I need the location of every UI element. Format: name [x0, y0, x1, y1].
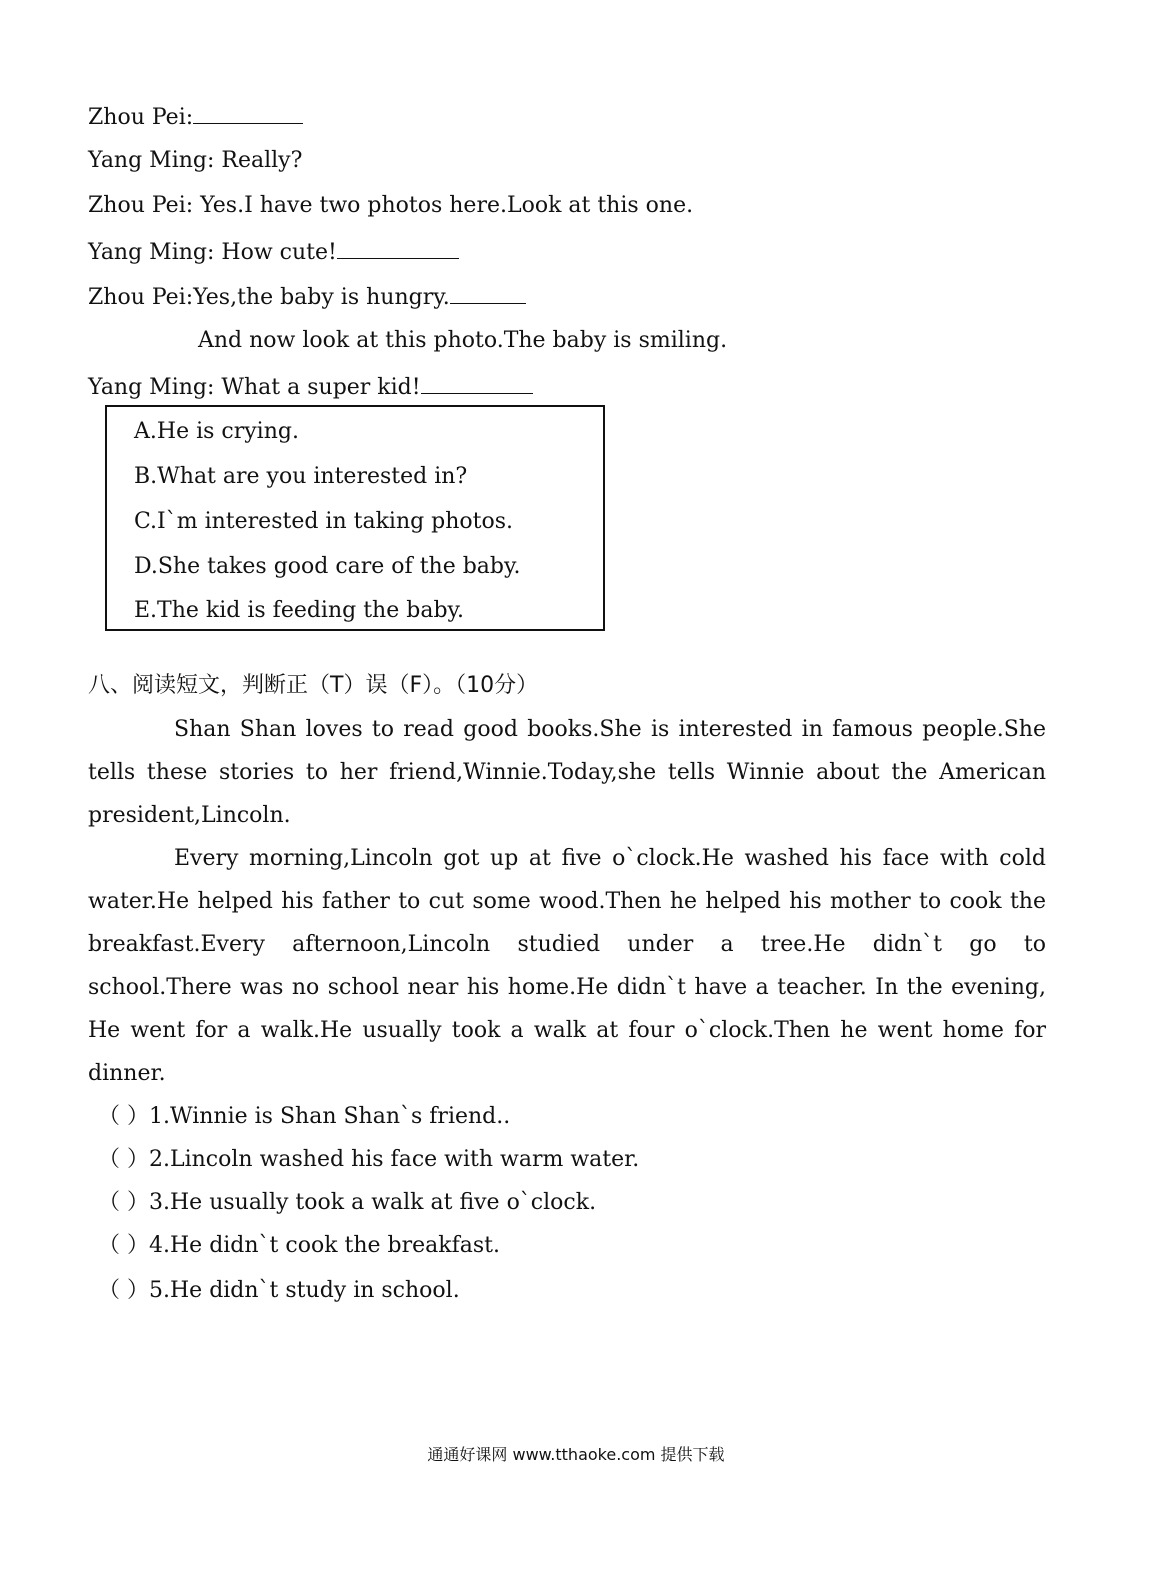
passage-line: president,Lincoln.: [88, 803, 291, 828]
answer-blank[interactable]: [450, 281, 526, 304]
answer-paren[interactable]: （ ）: [98, 1104, 149, 1129]
question-text: 4.He didn`t cook the breakfast.: [149, 1233, 501, 1258]
speaker-label: Zhou Pei:: [88, 105, 194, 130]
dialogue-text: And now look at this photo.The baby is smiling.: [198, 328, 728, 353]
answer-blank[interactable]: [337, 236, 459, 259]
option-e: E.The kid is feeding the baby.: [134, 598, 465, 623]
option-d: D.She takes good care of the baby.: [134, 554, 521, 579]
answer-paren[interactable]: （ ）: [98, 1233, 149, 1258]
option-c: C.I`m interested in taking photos.: [134, 509, 514, 534]
passage-line: dinner.: [88, 1061, 166, 1086]
dialogue-text: How cute!: [214, 240, 337, 265]
question-5: [98, 1276, 460, 1306]
dialogue-text: Really?: [214, 148, 303, 173]
question-text: 1.Winnie is Shan Shan`s friend..: [149, 1104, 511, 1129]
passage-line: water.He helped his father to cut some wood.Then he helped his mother to cook the: [88, 889, 1046, 914]
option-a: A.He is crying.: [134, 419, 299, 444]
question-text: 5.He didn`t study in school.: [149, 1278, 460, 1303]
speaker-label: Yang Ming:: [88, 240, 215, 265]
question-4: [98, 1231, 500, 1261]
answer-paren[interactable]: （ ）: [98, 1190, 149, 1215]
question-text: 2.Lincoln washed his face with warm water.: [149, 1147, 640, 1172]
passage-line: breakfast.Every afternoon,Lincoln studied under a tree.He didn`t go to: [88, 932, 1046, 957]
speaker-label: Zhou Pei:: [88, 193, 194, 218]
answer-blank[interactable]: [193, 101, 303, 124]
passage-line: tells these stories to her friend,Winnie.Today,she tells Winnie about the American: [88, 760, 1046, 785]
dialogue-text: Yes,the baby is hungry.: [193, 285, 450, 310]
passage-line: school.There was no school near his home.He didn`t have a teacher. In the evening,: [88, 975, 1046, 1000]
dialogue-line-7: [88, 371, 533, 403]
passage-line: He went for a walk.He usually took a walk at four o`clock.Then he went home for: [88, 1018, 1046, 1043]
footer-credit: 通通好课网 www.tthaoke.com 提供下载: [427, 1445, 725, 1464]
dialogue-text: What a super kid!: [214, 375, 421, 400]
option-b: B.What are you interested in?: [134, 464, 468, 489]
dialogue-line-1: [88, 101, 303, 133]
speaker-label: Yang Ming:: [88, 148, 215, 173]
passage-line: Every morning,Lincoln got up at five o`clock.He washed his face with cold: [174, 846, 1046, 871]
question-3: [98, 1188, 596, 1218]
answer-blank[interactable]: [421, 371, 533, 394]
question-2: [98, 1145, 639, 1175]
dialogue-text: Yes.I have two photos here.Look at this one.: [193, 193, 694, 218]
dialogue-line-4: [88, 236, 459, 268]
dialogue-line-6: [198, 326, 727, 356]
speaker-label: Zhou Pei:: [88, 285, 194, 310]
answer-paren[interactable]: （ ）: [98, 1278, 149, 1303]
speaker-label: Yang Ming:: [88, 375, 215, 400]
dialogue-line-2: [88, 146, 302, 176]
question-1: [98, 1102, 510, 1132]
passage-line: Shan Shan loves to read good books.She is interested in famous people.She: [174, 717, 1046, 742]
dialogue-line-5: [88, 281, 526, 313]
answer-paren[interactable]: （ ）: [98, 1147, 149, 1172]
section-heading: 八、阅读短文，判断正（T）误（F）。（10分）: [88, 673, 539, 698]
dialogue-line-3: [88, 191, 693, 221]
question-text: 3.He usually took a walk at five o`clock.: [149, 1190, 597, 1215]
passage-paragraph-2: [88, 837, 1046, 1095]
passage-paragraph-1: [88, 708, 1046, 837]
